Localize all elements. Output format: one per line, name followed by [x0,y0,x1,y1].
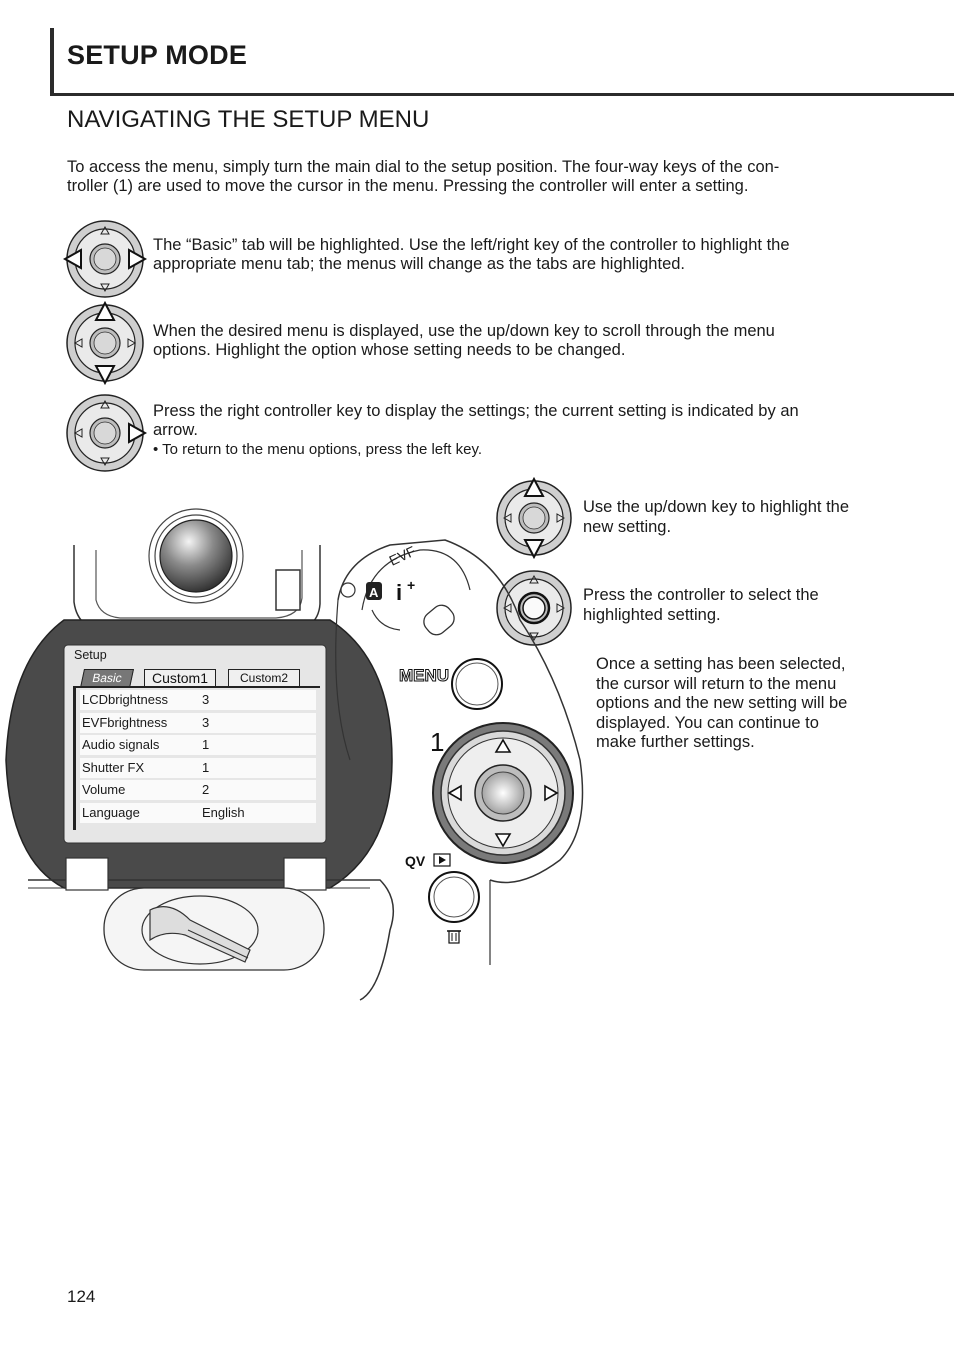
step-note: • To return to the menu options, press the left key. [153,441,483,458]
svg-text:A: A [369,585,379,600]
closing-line: Once a setting has been selected, [596,655,846,673]
tab-underline [74,686,320,688]
lcd-menu-screen [68,648,324,840]
menu-row-value: English [202,804,245,820]
closing-paragraph [596,655,847,753]
menu-row-label: Audio signals [82,737,160,753]
svg-text:1: 1 [430,727,445,757]
lcd-menu-rows [80,690,316,826]
closing-line: the cursor will return to the menu [596,674,837,693]
step-3-text [153,402,883,459]
menu-row-value: 2 [202,782,210,798]
menu-row[interactable] [80,713,316,733]
side-line: new setting. [583,517,672,536]
section-title: NAVIGATING THE SETUP MENU [67,106,430,133]
tab-custom1[interactable]: Custom1 [144,669,216,687]
svg-text:QV: QV [405,853,426,869]
menu-row-value: 3 [202,714,210,730]
menu-row-label: Language [82,804,140,820]
menu-left-rule [73,686,76,830]
step-line: Press the right controller key to display the settings; the current setting is indicated by an [153,402,799,420]
step-line: The “Basic” tab will be highlighted. Use the left/right key of the controller to highlight the [153,236,790,254]
side-line: highlighted setting. [583,605,721,624]
intro-paragraph [67,158,867,196]
step-2-text [153,322,883,360]
side-line: Use the up/down key to highlight the [583,498,850,516]
intro-line: troller (1) are used to move the cursor in the menu. Pressing the controller will enter a setting. [67,177,749,195]
step-line: appropriate menu tab; the menus will change as the tabs are highlighted. [153,255,686,273]
controller-left-right-icon [62,218,148,300]
menu-row-value: 1 [202,737,210,753]
menu-row[interactable] [80,803,316,823]
step-line: options. Highlight the option whose setting needs to be changed. [153,341,626,359]
side-step-2-text [583,586,819,625]
menu-row-value: 1 [202,759,210,775]
step-1-text [153,236,883,274]
page-title: SETUP MODE [67,40,248,70]
intro-line: To access the menu, simply turn the main dial to the setup position. The four-way keys of the con- [67,158,780,176]
svg-text:i: i [396,580,403,605]
svg-text:+: + [407,577,416,593]
menu-row-label: LCDbrightness [82,692,168,707]
step-line: When the desired menu is displayed, use the up/down key to scroll through the menu [153,322,775,340]
tab-basic[interactable]: Basic [80,669,134,688]
side-line: Press the controller to select the [583,586,819,604]
step-line: arrow. [153,421,198,439]
menu-row-label: EVFbrightness [82,714,168,730]
menu-row-label: Volume [82,782,126,798]
menu-row-label: Shutter FX [82,759,145,775]
menu-row[interactable] [80,690,316,710]
page-number: 124 [67,1287,96,1306]
closing-line: displayed. You can continue to [596,713,819,732]
dial-evf-label: EVF [386,542,418,569]
menu-row[interactable] [80,780,316,800]
controller-up-down-icon [62,300,148,386]
menu-row[interactable] [80,758,316,778]
closing-line: options and the new setting will be [596,694,848,712]
controller-right-icon [62,392,148,474]
tab-custom2[interactable]: Custom2 [228,669,300,687]
menu-row[interactable] [80,735,316,755]
lcd-menu-title: Setup [74,648,107,662]
closing-line: make further settings. [596,733,755,751]
menu-row-value: 3 [202,692,210,707]
svg-text:MENU: MENU [399,666,450,685]
side-step-1-text [583,498,849,537]
